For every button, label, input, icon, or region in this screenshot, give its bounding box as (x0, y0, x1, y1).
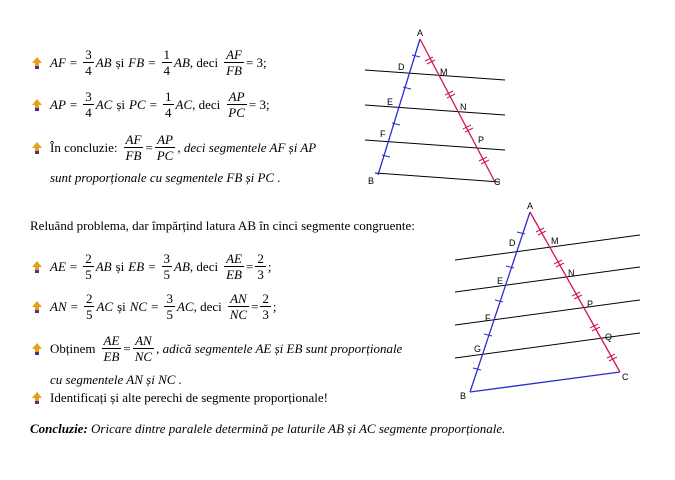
p1l2-c: PC (129, 96, 146, 112)
fig2-label: M (551, 236, 559, 246)
conclusion-text: Oricare dintre paralele determină pe laturile AB și AC segmente proporționale. (91, 421, 506, 436)
frac: $\frac{AP}{PC}$ (156, 132, 174, 163)
frac: $\frac{1}{4}$ (165, 89, 172, 120)
frac: $\frac{AP}{PC}$ (228, 89, 245, 120)
p2l1-c: EB (128, 258, 145, 274)
p1l1-c: FB (128, 54, 145, 70)
lead-text: În concluzie: (50, 139, 118, 155)
p1l1-e: AB (174, 54, 190, 70)
lead-text: Obținem (50, 340, 96, 356)
eq: = (69, 258, 78, 274)
parallel-line (365, 105, 505, 115)
fig2-label: C (622, 372, 629, 382)
frac: $\frac{2}{3}$ (257, 251, 264, 282)
fig1-label: A (417, 28, 424, 38)
parallel-line (455, 300, 640, 325)
result: = 3; (245, 54, 267, 70)
conclusion-text: , adică segmentele AE și EB sunt proporționale (156, 340, 403, 356)
and: și (116, 96, 126, 112)
final-conclusion (30, 421, 505, 437)
deci: , deci (189, 54, 219, 70)
base-bc (470, 372, 620, 392)
deci: , deci (192, 96, 221, 112)
p2l2-e: AC (176, 298, 194, 314)
fig1-label: F (380, 129, 386, 139)
fig2-label: P (587, 299, 594, 309)
frac: $\frac{AE}{EB}$ (103, 333, 120, 364)
fig1-label: N (460, 102, 467, 112)
arrow-bullet-icon (30, 98, 44, 112)
intro-part2: Reluând problema, dar împărțind latura AB în cinci segmente congruente: (30, 218, 415, 233)
p2-line3: Obținem $\frac{AE}{EB}$ = $\frac{AN}{NC}$ , adică segmentele AE și EB sunt proporționale (30, 334, 402, 363)
fig2-label: E (497, 276, 504, 286)
frac: $\frac{AE}{EB}$ (226, 251, 242, 282)
triangle-figure-2 (455, 200, 645, 410)
fig1-label: P (478, 135, 485, 145)
triangle-figure-1 (360, 25, 510, 190)
arrow-bullet-icon (30, 260, 44, 274)
arrow-bullet-icon (30, 300, 44, 314)
fig2-label: B (460, 391, 467, 401)
p1l2-e: AC (175, 96, 193, 112)
p2l2-c: NC (129, 298, 148, 314)
side-ab (378, 39, 420, 175)
frac: $\frac{2}{5}$ (85, 251, 92, 282)
p2l1-e: AB (174, 258, 190, 274)
fig2-label: A (527, 201, 534, 211)
p2l2-b: AC (96, 298, 114, 314)
fig2-label: Q (605, 332, 613, 342)
eq: = (148, 258, 156, 274)
frac: $\frac{3}{5}$ (163, 251, 171, 282)
eq: = (69, 96, 78, 112)
fig1-label: C (494, 177, 501, 187)
and: și (115, 258, 125, 274)
fig2-label: N (568, 268, 575, 278)
p2l1-b: AB (95, 258, 112, 274)
arrow-bullet-icon (30, 391, 44, 405)
parallel-line (455, 235, 640, 260)
fig1-label: M (440, 67, 448, 77)
deci: , deci (189, 258, 219, 274)
parallel-line (455, 267, 640, 292)
fig1-label: E (387, 97, 394, 107)
eq: = (69, 54, 78, 70)
eq: = (70, 298, 78, 314)
p2-line5 (30, 390, 328, 406)
frac: $\frac{3}{5}$ (166, 291, 173, 322)
p1-line4: sunt proporționale cu segmentele FB și PC . (50, 170, 281, 185)
and: și (115, 54, 125, 70)
frac: $\frac{2}{3}$ (262, 291, 269, 322)
fig2-label: D (509, 238, 516, 248)
conclusion-label: Concluzie: (30, 421, 88, 436)
p2-line1: AE = $\frac{2}{5}$ AB și EB = $\frac{3}{5}$ AB , deci $\frac{AE}{EB}$ = $\frac{2}{3}$ ; (30, 252, 271, 281)
arrow-bullet-icon (30, 141, 44, 155)
frac: $\frac{1}{4}$ (163, 47, 171, 78)
and: și (117, 298, 126, 314)
p1l2-b: AC (95, 96, 113, 112)
base-line (375, 173, 500, 182)
arrow-bullet-icon (30, 342, 44, 356)
p1l1-b: AB (95, 54, 112, 70)
side-ac (530, 212, 620, 372)
frac: $\frac{3}{4}$ (85, 47, 92, 78)
frac: $\frac{AN}{NC}$ (134, 333, 153, 364)
fig1-label: D (398, 62, 405, 72)
parallel-line (365, 70, 505, 80)
frac: $\frac{3}{4}$ (85, 89, 92, 120)
p1l1-a: AF (50, 54, 66, 70)
eq: = (149, 96, 157, 112)
conclusion-text: , deci segmentele AF și AP (177, 139, 317, 155)
exercise-text: Identificați și alte perechi de segmente proporționale! (50, 390, 328, 405)
p2-line4: cu segmentele AN și NC . (50, 372, 182, 387)
p2l1-a: AE (50, 258, 66, 274)
deci: , deci (193, 298, 222, 314)
frac: $\frac{2}{5}$ (85, 291, 93, 322)
fig2-label: F (485, 313, 491, 323)
fig1-label: B (368, 176, 375, 186)
p1-line2 (30, 90, 270, 119)
arrow-bullet-icon (30, 56, 44, 70)
eq: = (151, 298, 159, 314)
frac: $\frac{AF}{FB}$ (226, 47, 242, 78)
side-ab (470, 212, 530, 392)
p2l2-a: AN (50, 298, 67, 314)
result: = 3; (248, 96, 270, 112)
eq: = (148, 54, 156, 70)
p1-line1 (30, 48, 267, 77)
p1-line3: În concluzie: $\frac{AF}{FB}$ = $\frac{AP}{PC}$ , deci segmentele AF și AP (30, 133, 316, 162)
p2-line2: AN = $\frac{2}{5}$ AC și NC = $\frac{3}{5}$ AC , deci $\frac{AN}{NC}$ = $\frac{2}{3}$ ; (30, 292, 277, 321)
frac: $\frac{AN}{NC}$ (229, 291, 248, 322)
frac: $\frac{AF}{FB}$ (125, 132, 142, 163)
fig2-label: G (474, 344, 482, 354)
side-ac (420, 39, 495, 182)
p1l2-a: AP (50, 96, 66, 112)
